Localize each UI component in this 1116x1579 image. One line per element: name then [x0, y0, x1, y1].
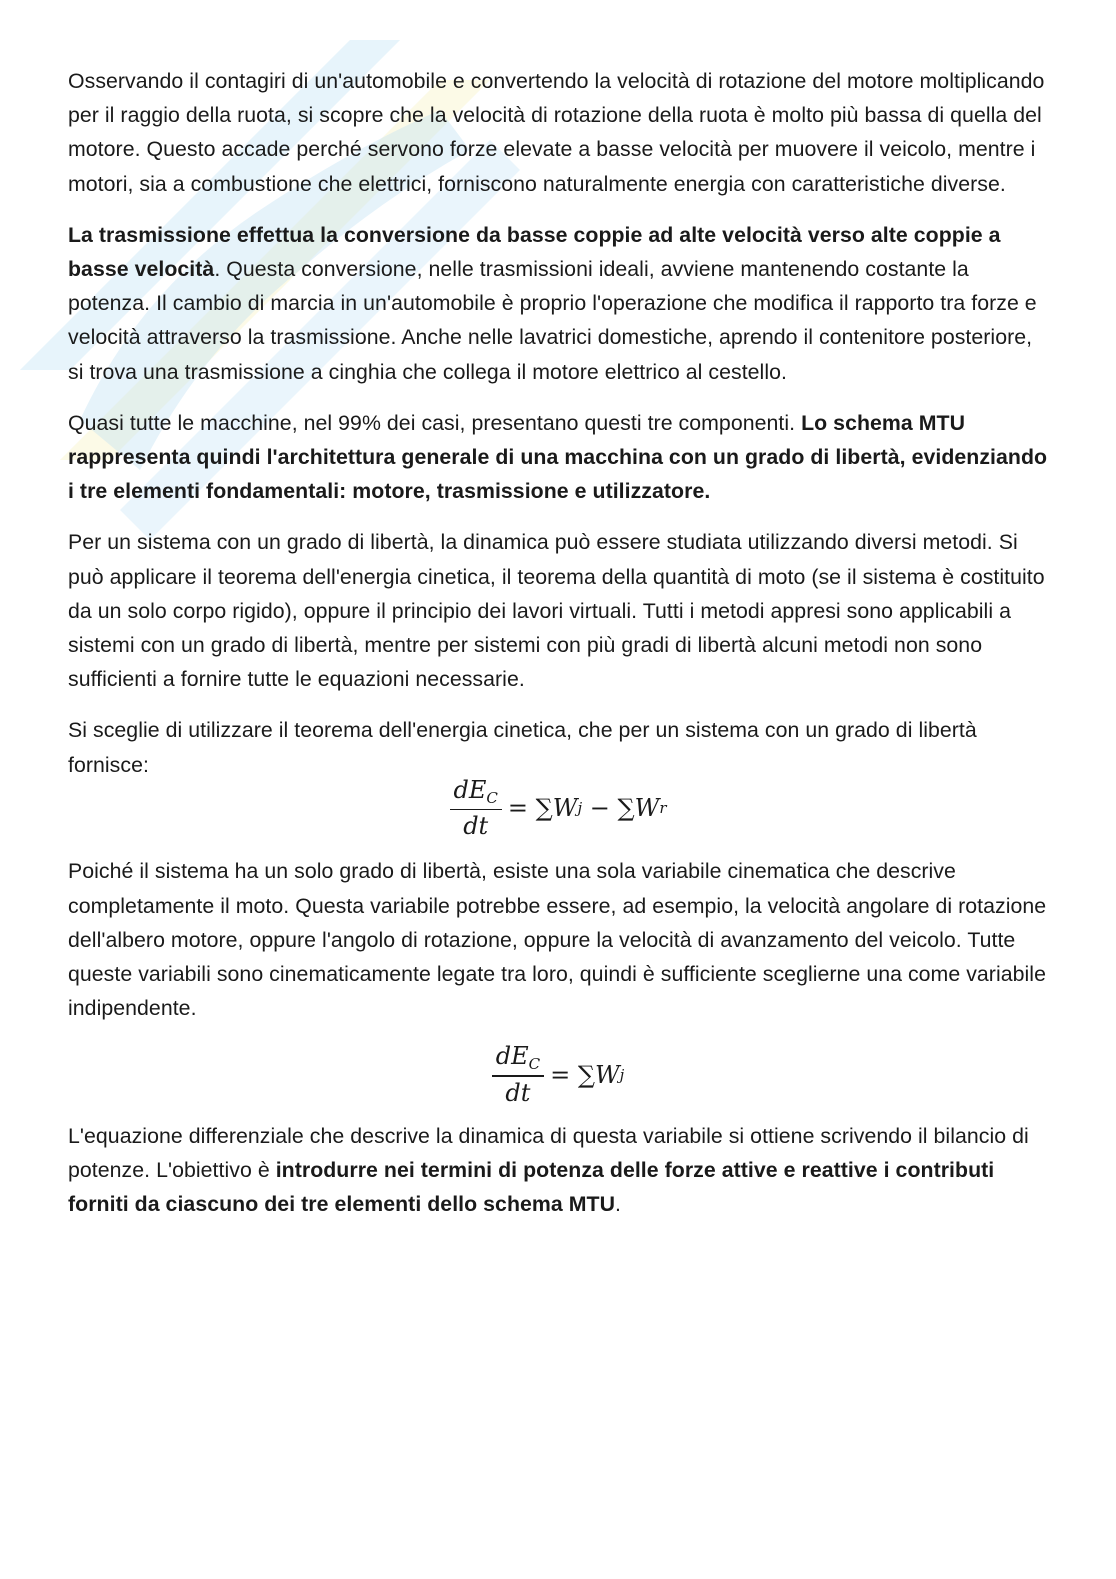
paragraph-power-balance	[68, 1119, 1048, 1222]
eq-denominator: dt	[505, 1079, 531, 1108]
paragraph-text: . Questa conversione, nelle trasmissioni ideali, avviene mantenendo costante la potenza. Il cambio di marcia in un'automobile è proprio l'operazione che modifica il rapporto tra forze e velocità attraverso la trasmissione. Anche nelle lavatrici domestiche, aprendo il contenitore posteriore, si trova una trasmissione a cinghia che collega il motore elettrico al cestello.	[68, 257, 1037, 384]
paragraph-text: Quasi tutte le macchine, nel 99% dei casi, presentano questi tre componenti.	[68, 410, 802, 435]
paragraph-kinematic-variable	[68, 854, 1048, 1025]
paragraph-text: .	[615, 1192, 621, 1217]
eq-sum-active: ∑W	[535, 794, 578, 823]
paragraph-kinetic-energy	[68, 713, 1048, 781]
eq-equals: =	[507, 794, 528, 823]
paragraph-text: L'equazione differenziale che descrive la dinamica di questa variabile si ottiene scrivendo il bilancio di potenze. L'obiettivo è	[68, 1124, 1029, 1183]
paragraph-mtu-scheme	[68, 406, 1048, 509]
eq-numerator-sub: C	[486, 788, 498, 807]
paragraph-transmission	[68, 218, 1048, 389]
eq-sum-active-sub: j	[577, 799, 583, 818]
paragraph-tachometer	[68, 64, 1048, 201]
fraction-dEc-dt	[492, 1042, 544, 1107]
bold-text: Lo schema MTU rappresenta quindi l'architettura generale di una macchina con un grado di libertà, evidenziando i tre elementi fondamentali: motore, trasmissione e utilizzatore.	[68, 410, 1048, 504]
paragraph-text: Per un sistema con un grado di libertà, la dinamica può essere studiata utilizzando diversi metodi. Si può applicare il teorema dell'energia cinetica, il teorema della quantità di moto (se il sistema è costituito da un solo corpo rigido), oppure il principio dei lavori virtuali. Tutti i metodi appresi sono applicabili a sistemi con un grado di libertà, mentre per sistemi con più gradi di libertà alcuni metodi non sono sufficienti a fornire tutte le equazioni necessarie.	[68, 530, 1045, 692]
paragraph-text: Si sceglie di utilizzare il teorema dell'energia cinetica, che per un sistema con un grado di libertà fornisce:	[68, 718, 977, 777]
eq-denominator: dt	[463, 812, 489, 841]
eq-minus: −	[589, 794, 610, 823]
eq-sum-active: ∑W	[577, 1060, 620, 1089]
equation-energy-balance	[68, 776, 1048, 841]
paragraph-text: Osservando il contagiri di un'automobile e convertendo la velocità di rotazione del motore moltiplicando per il raggio della ruota, si scopre che la velocità di rotazione della ruota è molto più bassa di quella del motore. Questo accade perché servono forze elevate a basse velocità per muovere il veicolo, mentre i motori, sia a combustione che elettrici, forniscono naturalmente energia con caratteristiche diverse.	[68, 69, 1045, 196]
eq-numerator: dE	[453, 775, 487, 804]
eq-sum-active-sub: j	[619, 1065, 625, 1084]
fraction-dEc-dt	[450, 776, 502, 841]
eq-sum-reactive: ∑W	[617, 794, 660, 823]
bold-text: introdurre nei termini di potenza delle forze attive e reattive i contributi forniti da ciascuno dei tre elementi dello schema MTU	[68, 1158, 995, 1217]
document-page	[68, 64, 1048, 1239]
eq-numerator: dE	[495, 1042, 529, 1071]
bold-text: La trasmissione effettua la conversione da basse coppie ad alte velocità verso alte coppie a basse velocità	[68, 222, 1001, 282]
equation-energy-active	[68, 1042, 1048, 1107]
eq-equals: =	[550, 1060, 571, 1089]
eq-numerator-sub: C	[528, 1055, 541, 1074]
paragraph-dynamics-methods	[68, 525, 1048, 696]
paragraph-text: Poiché il sistema ha un solo grado di libertà, esiste una sola variabile cinematica che descrive completamente il moto. Questa variabile potrebbe essere, ad esempio, la velocità angolare di rotazione dell'albero motore, oppure l'angolo di rotazione, oppure la velocità di avanzamento del veicolo. Tutte queste variabili sono cinematicamente legate tra loro, quindi è sufficiente sceglierne una come variabile indipendente.	[68, 859, 1047, 1021]
eq-sum-reactive-sub: r	[659, 799, 667, 818]
